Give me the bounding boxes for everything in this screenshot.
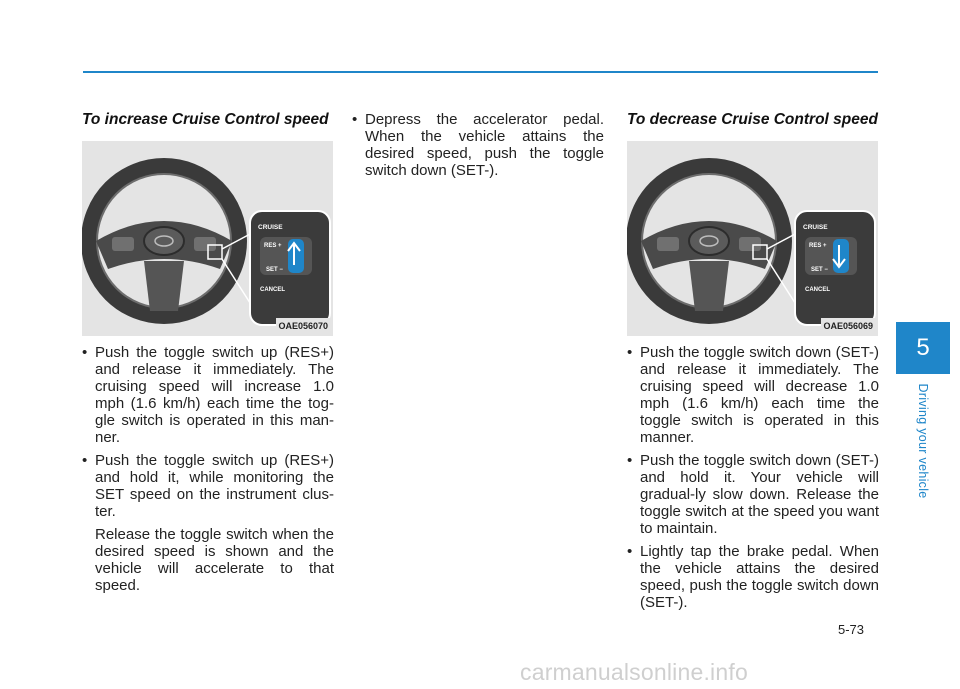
res-label: RES + xyxy=(809,243,827,249)
middle-steps-list xyxy=(352,111,604,179)
res-label: RES + xyxy=(264,243,282,249)
steering-wheel-illustration xyxy=(82,141,333,336)
continuation-paragraph: Release the toggle switch when the desired speed is shown and the vehicle will accelerate to that speed. xyxy=(95,526,334,594)
header-rule xyxy=(83,71,878,73)
chapter-title: Driving your vehicle xyxy=(916,383,930,499)
increase-speed-heading: To increase Cruise Control speed xyxy=(82,111,329,128)
figure-code: OAE056070 xyxy=(276,318,330,335)
list-item: • Push the toggle switch down (SET-) and release it immediately. The cruising speed will decrease 1.0 mph (1.6 km/h) each time the toggle switch is operated in this manner. xyxy=(627,344,879,446)
list-item: • Depress the accelerator pedal. When the vehicle attains the desired speed, push the toggle switch down (SET-). xyxy=(352,111,604,179)
steering-wheel-illustration xyxy=(627,141,878,336)
list-item: • Lightly tap the brake pedal. When the vehicle attains the desired speed, push the toggle switch down (SET-). xyxy=(627,543,879,611)
increase-speed-figure xyxy=(82,141,333,336)
figure-code: OAE056069 xyxy=(821,318,875,335)
list-item: • Push the toggle switch down (SET-) and hold it. Your vehicle will gradual-ly slow down. Release the toggle switch at the speed you want to maintain. xyxy=(627,452,879,537)
right-column xyxy=(627,111,879,617)
page-number: 5-73 xyxy=(838,622,865,637)
decrease-speed-heading: To decrease Cruise Control speed xyxy=(627,111,878,128)
left-column xyxy=(82,111,334,594)
cruise-label: CRUISE xyxy=(803,224,828,231)
list-item: • Push the toggle switch up (RES+) and hold it, while monitoring the SET speed on the instrument clus-ter. xyxy=(82,452,334,520)
cancel-label: CANCEL xyxy=(260,287,285,293)
cancel-label: CANCEL xyxy=(805,287,830,293)
list-item: • Push the toggle switch up (RES+) and release it immediately. The cruising speed will increase 1.0 mph (1.6 km/h) each time the tog-gle switch is operated in this man-ner. xyxy=(82,344,334,446)
watermark: carmanualsonline.info xyxy=(520,659,748,685)
decrease-speed-figure xyxy=(627,141,878,336)
set-label: SET − xyxy=(811,267,828,273)
set-label: SET − xyxy=(266,267,283,273)
cruise-label: CRUISE xyxy=(258,224,283,231)
increase-steps-list xyxy=(82,344,334,520)
middle-column xyxy=(352,111,604,185)
chapter-tab: 5 xyxy=(896,322,950,374)
decrease-steps-list xyxy=(627,344,879,611)
chapter-side-label xyxy=(892,381,954,501)
